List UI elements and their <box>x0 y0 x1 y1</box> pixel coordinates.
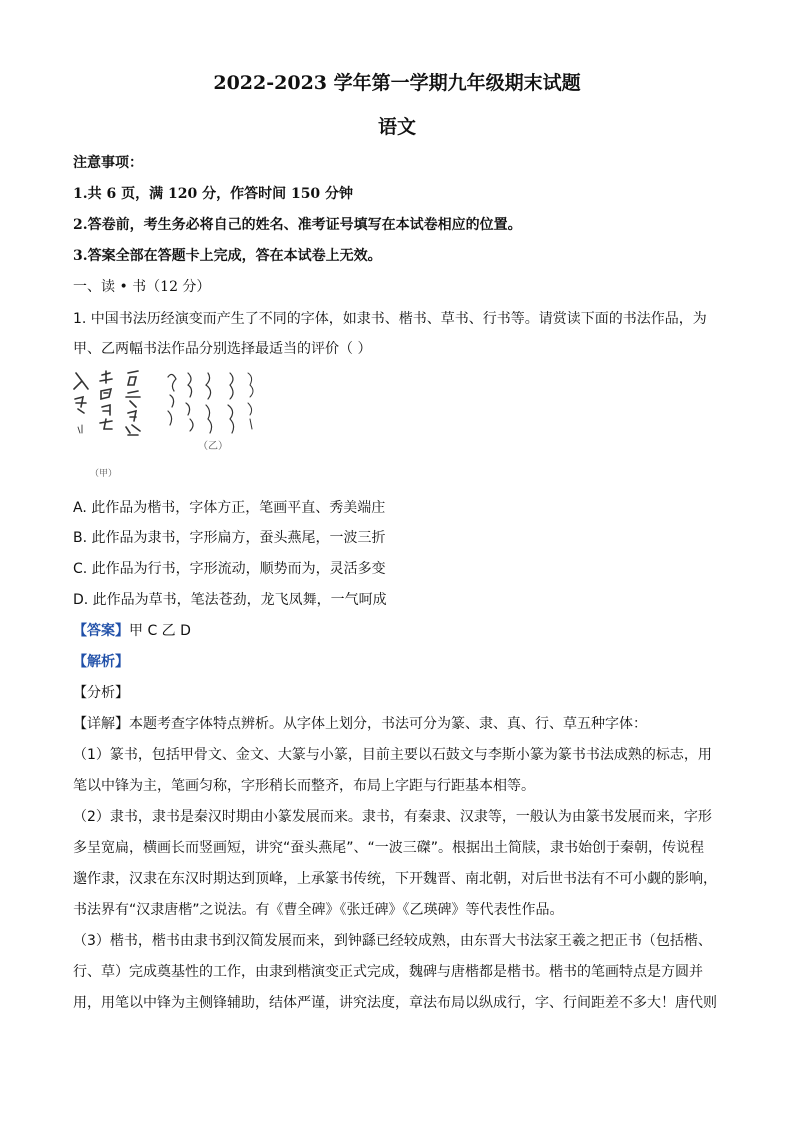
detail-intro: 本题考查字体特点辨析。从字体上划分，书法可分为篆、隶、真、行、草五种字体： <box>129 716 647 732</box>
figure-caption-jia: （甲） <box>90 469 118 479</box>
question-text: 甲、乙两幅书法作品分别选择最适当的评价（ ） <box>73 341 372 357</box>
detail-line <box>73 713 733 733</box>
answer-line <box>73 620 733 640</box>
option-a: A. 此作品为楷书，字体方正，笔画平直、秀美端庄 <box>73 500 386 516</box>
notes-item: 1.共 6 页，满 120 分，作答时间 150 分钟 <box>73 186 354 202</box>
section-heading: 一、读 • 书（12 分） <box>73 279 211 295</box>
detail-tag: 【详解】 <box>73 716 129 732</box>
answer-tag: 【答案】 <box>73 623 129 639</box>
notes-item: 2.答卷前，考生务必将自己的姓名、准考证号填写在本试卷相应的位置。 <box>73 217 522 233</box>
option-b: B. 此作品为隶书，字形扁方，蚕头燕尾，一波三折 <box>73 530 386 546</box>
detail-text: （3）楷书，楷书由隶书到汉简发展而来，到钟繇已经较成熟，由东晋大书法家王羲之把正书（包括楷、 <box>73 933 712 949</box>
detail-text: （2）隶书，隶书是秦汉时期由小篆发展而来。隶书，有秦隶、汉隶等，一般认为由篆书发展而来，字形 <box>73 809 712 825</box>
option-c: C. 此作品为行书，字形流动，顺势而为，灵活多变 <box>73 561 386 577</box>
detail-text: 邈作隶，汉隶在东汉时期达到顶峰，上承篆书传统，下开魏晋、南北朝，对后世书法有不可小觑的影响， <box>73 871 717 887</box>
figure-caption-yi: （乙） <box>198 441 228 452</box>
calligraphy-figure <box>70 367 260 455</box>
analysis-line <box>73 651 733 671</box>
detail-text: 行、草）完成奠基性的工作，由隶到楷演变正式完成，魏碑与唐楷都是楷书。楷书的笔画特点是方圆并 <box>73 964 703 980</box>
notes-heading: 注意事项： <box>73 155 143 171</box>
answer-text: 甲 C 乙 D <box>129 623 191 639</box>
detail-text: 多呈宽扁，横画长而竖画短，讲究“蚕头燕尾”、“一波三磔”。根据出土简牍，隶书始创于秦朝，传说程 <box>73 840 705 856</box>
detail-text: 书法界有“汉隶唐楷”之说法。有《曹全碑》《张迁碑》《乙瑛碑》等代表性作品。 <box>73 902 564 918</box>
detail-text: 用，用笔以中锋为主侧锋辅助，结体严谨，讲究法度，章法布局以纵成行，字、行间距差不多大！唐代则 <box>73 995 717 1011</box>
detail-text: （1）篆书，包括甲骨文、金文、大篆与小篆，目前主要以石鼓文与李斯小篆为篆书书法成熟的标志，用 <box>73 747 712 763</box>
page-title: 2022-2023 学年第一学期九年级期末试题 <box>213 72 581 94</box>
notes-item: 3.答案全部在答题卡上完成，答在本试卷上无效。 <box>73 248 382 264</box>
subject-title: 语文 <box>377 116 416 138</box>
analysis-tag: 【解析】 <box>73 654 129 670</box>
option-d: D. 此作品为草书，笔法苍劲，龙飞凤舞，一气呵成 <box>73 592 387 608</box>
detail-text: 笔以中锋为主，笔画匀称，字形稍长而整齐，布局上字距与行距基本相等。 <box>73 778 535 794</box>
fenxi-tag: 【分析】 <box>73 685 129 701</box>
fenxi-line <box>73 682 733 702</box>
question-text: 1. 中国书法历经演变而产生了不同的字体，如隶书、楷书、草书、行书等。请赏读下面的书法作品，为 <box>73 311 707 327</box>
